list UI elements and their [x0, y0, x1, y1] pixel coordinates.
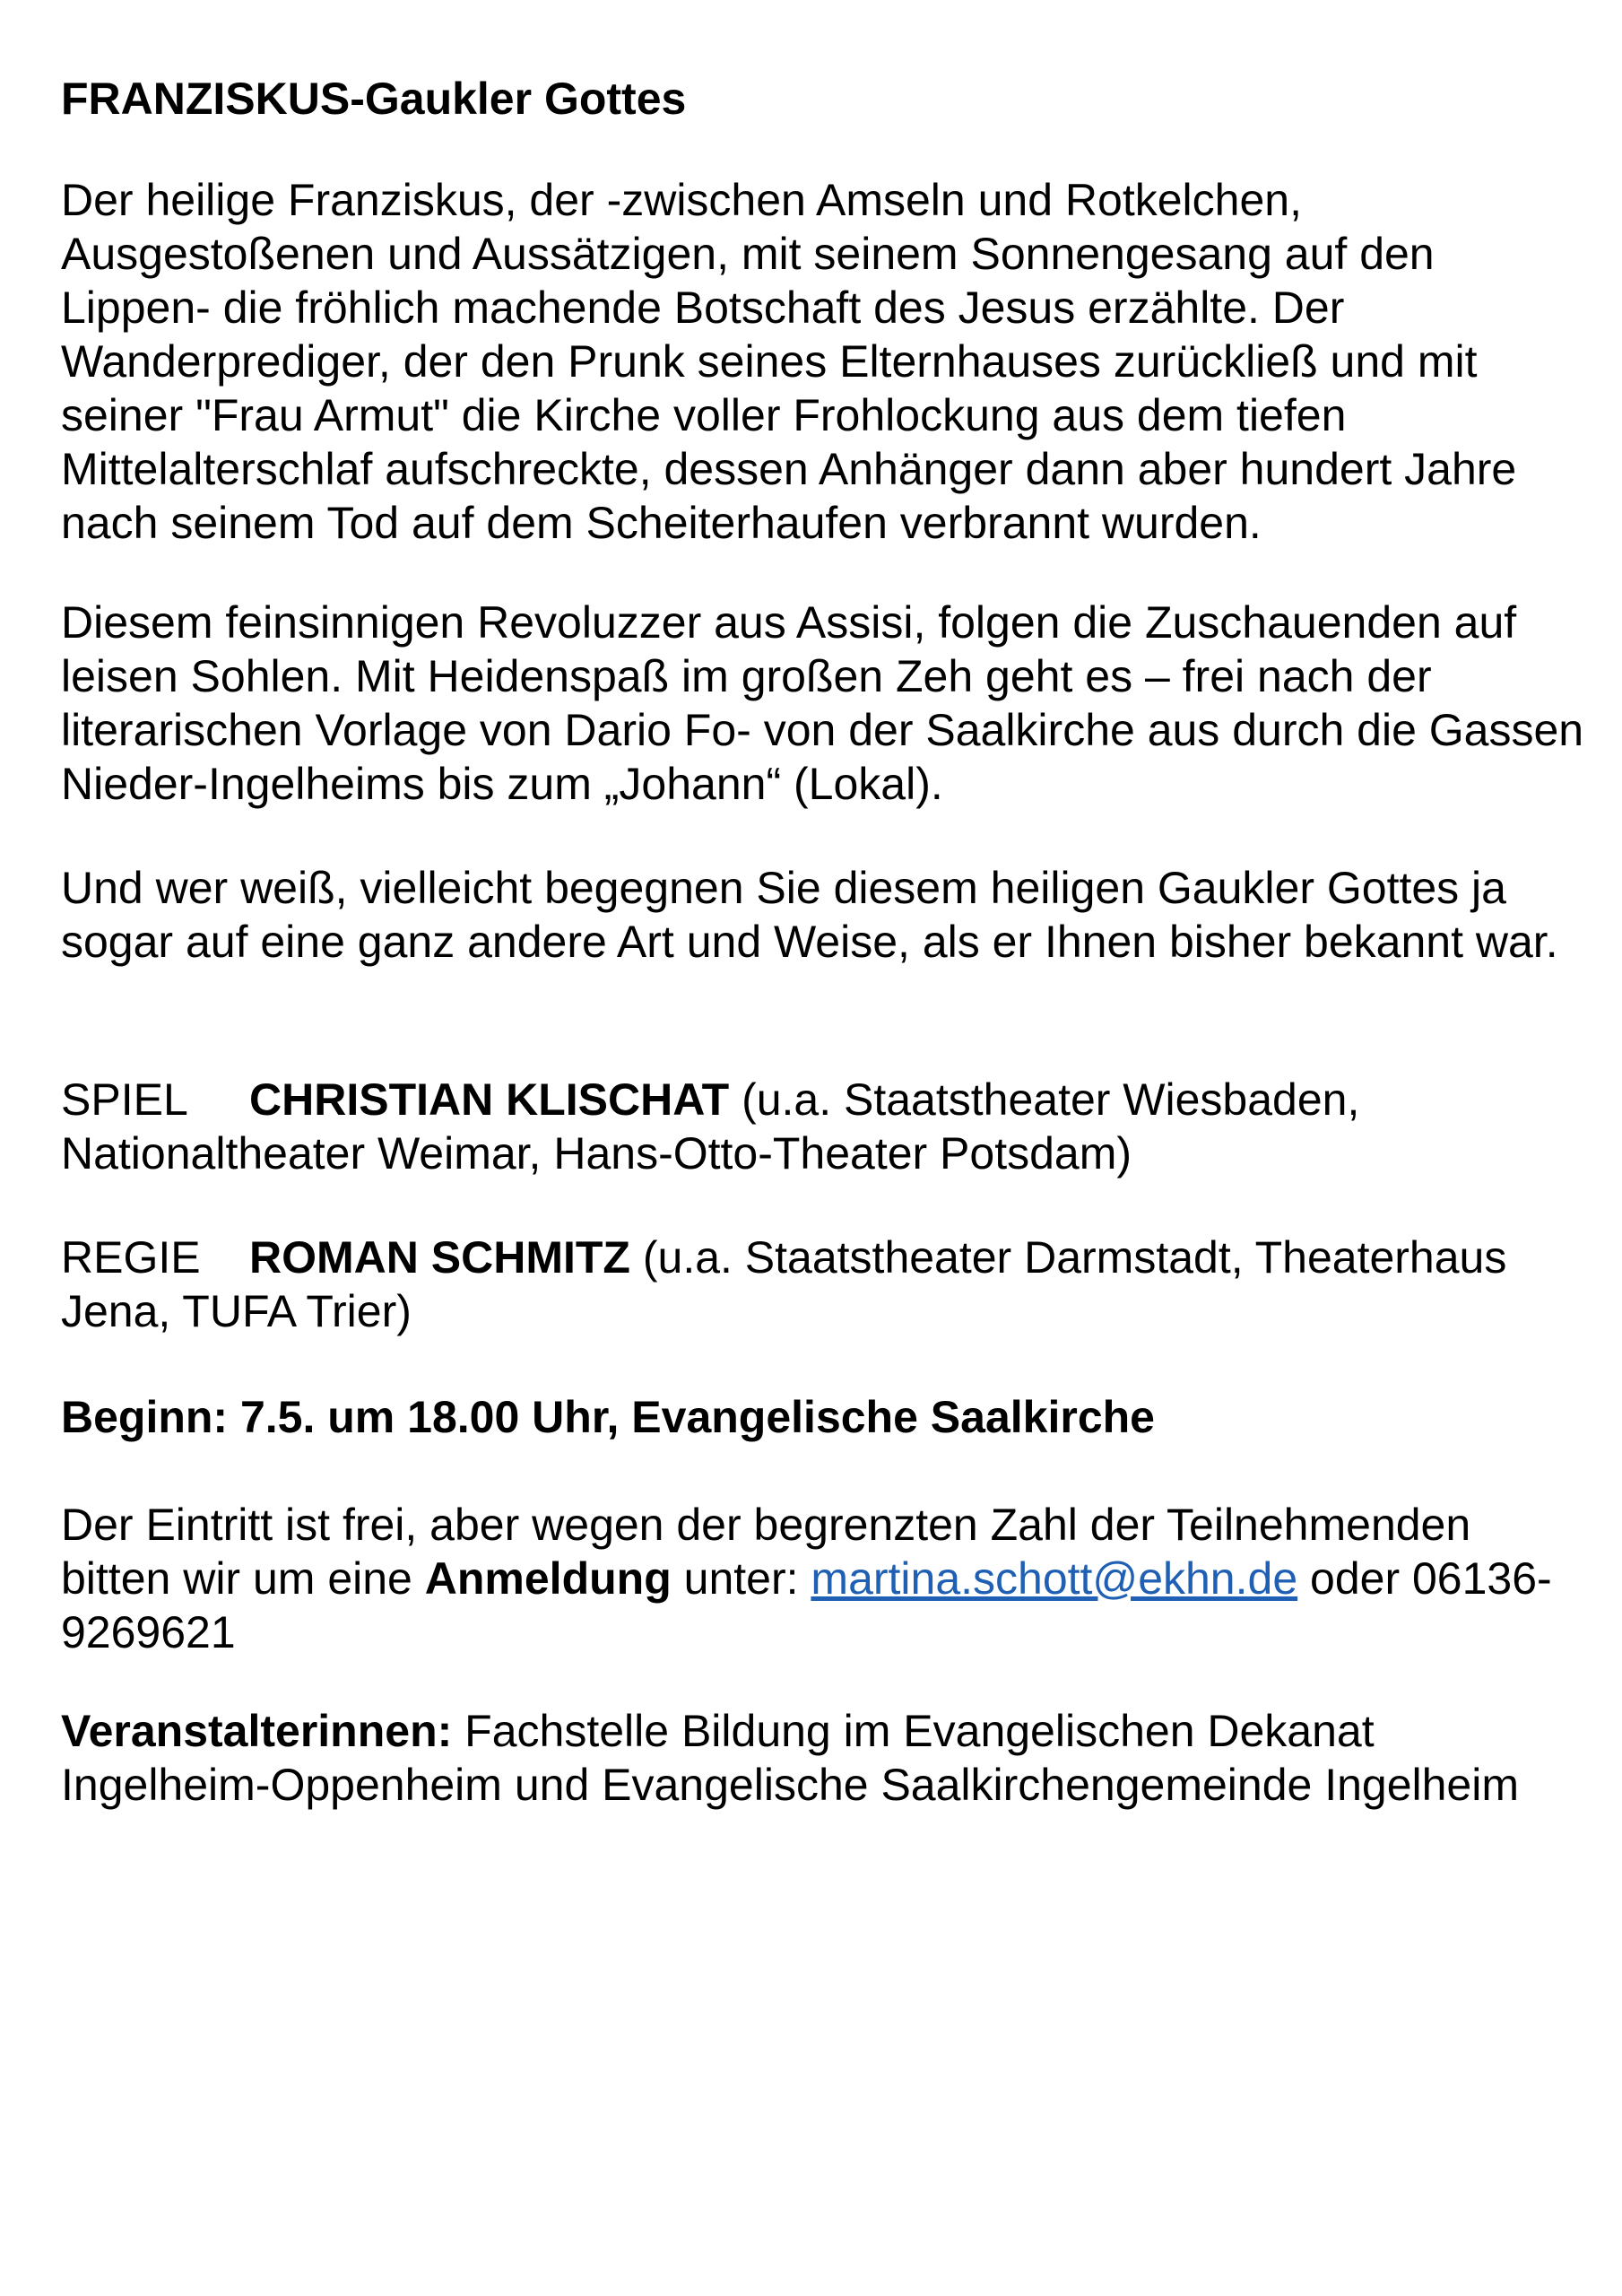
credit-role: REGIE	[61, 1232, 201, 1283]
page-title: FRANZISKUS-Gaukler Gottes	[61, 74, 687, 124]
entry-text: unter:	[683, 1553, 799, 1604]
organizers	[61, 1704, 1585, 1812]
credit-name: ROMAN SCHMITZ	[249, 1232, 630, 1283]
entry-text: oder 06136-9269621	[61, 1553, 1552, 1657]
credit-name: CHRISTIAN KLISCHAT	[249, 1074, 730, 1125]
email-link[interactable]: martina.schott@ekhn.de	[811, 1553, 1298, 1604]
start-info: Beginn: 7.5. um 18.00 Uhr, Evangelische Saalkirche	[61, 1392, 1155, 1442]
closing-paragraph: Und wer weiß, vielleicht begegnen Sie diesem heiligen Gaukler Gottes ja sogar auf eine ganz andere Art und Weise, als er Ihnen bisher bekannt war.	[61, 863, 1558, 967]
entry-text: Der Eintritt ist frei, aber wegen der begrenzten Zahl der Teilnehmenden bitten wir um eine	[61, 1500, 1471, 1604]
credit-details: (u.a. Staatstheater Darmstadt, Theaterhaus Jena, TUFA Trier)	[61, 1232, 1507, 1336]
description-paragraph: Diesem feinsinnigen Revoluzzer aus Assisi, folgen die Zuschauenden auf leisen Sohlen. Mit Heidenspaß im großen Zeh geht es – frei nach der literarischen Vorlage von Dario Fo- von der Saalkirche aus durch die Gassen Nieder-Ingelheims bis zum „Johann“ (Lokal).	[61, 597, 1584, 809]
credit-spiel	[61, 1073, 1585, 1180]
organizers-label: Veranstalterinnen:	[61, 1706, 453, 1756]
intro-paragraph: Der heilige Franziskus, der -zwischen Amseln und Rotkelchen, Ausgestoßenen und Aussätzigen, mit seinem Sonnengesang auf den Lippen- die fröhlich machende Botschaft des Jesus erzählte. Der Wanderprediger, der den Prunk seines Elternhauses zurückließ und mit seiner "Frau Armut" die Kirche voller Frohlockung aus dem tiefen Mittelalterschlaf aufschreckte, dessen Anhänger dann aber hundert Jahre nach seinem Tod auf dem Scheiterhaufen verbrannt wurden.	[61, 175, 1517, 548]
organizers-text: Fachstelle Bildung im Evangelischen Dekanat Ingelheim-Oppenheim und Evangelische Saalkirchengemeinde Ingelheim	[61, 1706, 1520, 1810]
registration-info	[61, 1498, 1585, 1659]
credit-role: SPIEL	[61, 1074, 188, 1125]
registration-label: Anmeldung	[424, 1553, 672, 1604]
credit-regie	[61, 1231, 1585, 1338]
credit-details: (u.a. Staatstheater Wiesbaden, Nationaltheater Weimar, Hans-Otto-Theater Potsdam)	[61, 1074, 1360, 1178]
